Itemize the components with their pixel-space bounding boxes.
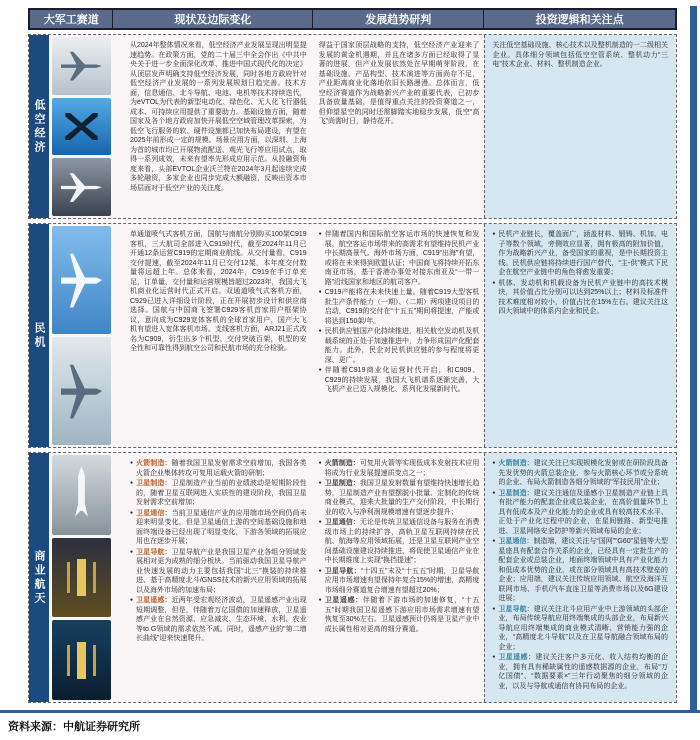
bullet-text: 伴随着国内和国际航空客运市场的快速恢复和发展，航空客运市场带来的高需求有望维持民机产业中长期高景气。海外市场方面，C919“出海”有望，或将在未来得到欧盟认证；中国商飞将持续开拓东南亚市场，基于香港办事处对接东南亚及“一带一路”沿线国家和地区的航司客户。	[324, 231, 480, 286]
table-header-row	[28, 8, 677, 30]
bullet-dot-icon: ●	[318, 460, 322, 466]
bullet-dot-icon: ●	[318, 328, 322, 334]
bullet-term: 卫星制造：	[498, 489, 534, 497]
bullet-term: 卫星遥感：	[136, 597, 172, 604]
table-row-commercial-space	[28, 452, 677, 703]
bullet-item	[492, 459, 668, 488]
track-photos	[49, 224, 112, 447]
bullet-dot-icon: ●	[318, 231, 322, 237]
bullet-text: 火箭制造：可复用火箭等实现低成本发射技术应用将成为行业发展提速质变点之一；	[324, 460, 480, 477]
bullet-dot-icon: ●	[130, 480, 134, 486]
status-cell	[112, 453, 313, 702]
bullet-dot-icon: ●	[318, 567, 322, 574]
bullet-text: 民机供应链国产化持续推进，相关航空发动机及机载系统的正处于加速推进中，力争形成国产化配套能力。此外，民企对民机供应链的参与程度将更深、更广。	[324, 328, 480, 364]
track-column	[29, 453, 112, 702]
track-label-commercial-space: 商业航天	[29, 453, 49, 702]
bullet-dot-icon: ●	[492, 489, 496, 496]
c919-photo	[52, 226, 111, 334]
bullet-dot-icon: ●	[492, 279, 496, 286]
bullet-term: 卫星遥感：	[324, 597, 363, 604]
bullet-text: 卫星制造：建议关注通信及遥感小卫星制造产业链上具有批产能力的配套企业或总装企业，在高价值量环节上具有低成本及产业化能力的企业或具有较高技术水平、正处于产业化过程中的企业，在星间链路、新型电推进、卫星网络安全防护等新兴领域布局的企业；	[498, 489, 669, 535]
track-column	[29, 35, 112, 218]
page-bottom-rule	[0, 710, 700, 713]
bullet-term: 卫星遥感：	[498, 654, 536, 661]
bullet-item	[319, 230, 480, 287]
rocket-icon	[74, 466, 89, 523]
track-column	[29, 224, 112, 447]
bullet-text: 卫星导航：卫星导航产业是我国卫星产业各组分领域发展相对更为成熟的细分板块。当前驱动我国卫星导航产业快速发展的动力主要包括我国“北三”换装的持续推进、基于高精度北斗/GNSS技术的新兴应用领域的拓展以及海外市场的加速布局；	[136, 548, 307, 594]
bullet-item	[319, 567, 480, 596]
bullet-term: 火箭制造：	[136, 460, 172, 467]
plane-icon	[61, 360, 102, 423]
bullet-dot-icon: ●	[492, 654, 496, 660]
bullet-text: 卫星遥感：伴随着下游市场的加速修复，“十五五”时期我国卫星遥感下游应用市场需求增速有望恢复至30%左右。卫星遥感预计仍将是卫星产业中成长属性相对更高的细分赛道。	[324, 597, 480, 633]
status-cell: 从2024年整体情况来看，低空经济产业发展呈现出明显提速趋势。在政策方面，党的二十届三中全会作出《中共中央关于进一步全面深化改革、推进中国式现代化的决定》从顶层发声明确支持低空经济发展，同时各地方政府针对低空经济产业发展的一系列发展规划日趋完善。技术方面，信息通信、北斗导航、电池、电机等技术持续迭代，为eVTOL为代表的新型电动化、绿色化、无人化飞行器低成本、可持续应用提供了重要助力。基础设施方面，随着国家及各个地方政府加快开展低空空域管理改革探索，为低空飞行服务的软、硬件设施都已加快布局建设，有望在2025年前形成一定的规模。场景应用方面，以深圳、上海为首的城市均已开展物流配送、观光飞行等应用试点，取得一系列成效，未来有望率先形成应用示范。从投融资角度来看，头部EVTOL企业沃兰特在2024年3月起连续完成多轮融资，多家企业也同步完成大额融资，反映出资本市场层面对于低空产业的关注度。	[130, 42, 307, 192]
bullet-text: 卫星制造：我国卫星发射数量有望维持快速增长趋势，卫星制造产业有望摆脱小批量、定制化的传统商业模式，迎来大批量的生产交付阶段，中长期行业的收入与净利润规模增速有望逐步提升；	[324, 480, 480, 516]
table-row-low-altitude-economy	[28, 34, 677, 219]
satellite-photo	[52, 538, 111, 618]
sat-icon	[77, 559, 86, 596]
rocket-photo	[52, 455, 111, 535]
evtol-photo	[52, 37, 111, 95]
bullet-item	[130, 479, 307, 508]
trend-cell	[313, 453, 485, 702]
bullet-item	[492, 653, 668, 691]
sat-icon	[77, 642, 86, 679]
bullet-item	[492, 537, 668, 604]
bullet-term: 卫星导航：	[498, 605, 534, 613]
invest-cell	[484, 224, 676, 447]
bullet-item	[130, 596, 307, 644]
uav-photo	[52, 158, 111, 216]
bullet-term: 卫星通信：	[498, 538, 534, 545]
research-table	[28, 8, 677, 703]
bullet-text: 火箭制造：随着我国卫星发射需求空前增加，我国各类火箭企业集体转攻可复用运载火箭的研制；	[136, 460, 307, 477]
header-col-invest: 投资逻辑和关注点	[535, 14, 624, 26]
bullet-text: 卫星通信：当前卫星通信产业的应用端市场空间仍尚未迎来明显变化，但是卫星通信上游的空间基础设施和地面终端设备已经出现了明显变化，下游各领域的拓展应用也在逐步开展；	[136, 509, 307, 545]
header-col-status: 现状及边际变化	[113, 10, 313, 28]
plane-icon	[61, 170, 102, 203]
bullet-dot-icon: ●	[318, 289, 322, 295]
bullet-text: 伴随着C919商业化运营时代开启，和C909、C929的持续发展，我国大飞机谱系逐渐完善，大飞机产业已迈入规模化、系列化发展新时代。	[324, 367, 480, 393]
drone-photo	[52, 98, 111, 156]
bullet-text: 卫星制造：卫星制造产业当前的业绩波动是短期阶段性的，随着卫星互联网进入实质性的建设阶段，我国卫星发射需求空前增加；	[136, 480, 307, 506]
bullet-item	[492, 279, 668, 317]
bullet-dot-icon: ●	[318, 367, 322, 373]
bullet-term: 卫星制造：	[324, 480, 360, 487]
bullet-dot-icon: ●	[492, 605, 496, 612]
bullet-item	[492, 230, 668, 278]
bullet-dot-icon: ●	[130, 597, 134, 603]
bullet-text: 民机产业链长，覆盖面广，涵盖材料、锻铸、机加、电子等数个领域，旁侧效应显著，拥有极高的附加价值，作为战略新兴产业，备受国家的重视，是中长期投资主线。民机供应链将持续进行国产替代，“主-供”模式下民企在航空产业链中的角色将愈发重要；	[498, 231, 668, 276]
bullet-text: 机体、发动机和机载设备为民机产业链中的高技术模块，其价值占比分别可以达到25%以上；材料及标准件技术难度相对较小，价值占比在15%左右。建议关注这四大领域中的体系内企业和民企。	[498, 279, 668, 315]
bullet-text: 卫星通信：无论是传统卫星通信设备与服务在消费级市场上的持续扩容，高轨卫星互联网持续在民航、航海等应用领域拓展，还是卫星互联网产业空间基础设施建设持续推进，将促使卫星通信产业在中长期维度上实现“换挡提速”；	[324, 519, 480, 564]
bullet-item	[319, 459, 480, 478]
header-col-track: 大军工赛道	[30, 10, 113, 28]
bullet-term: 火箭制造：	[498, 460, 534, 467]
bullet-text: 卫星导航：“十四五”末及“十五五”时期，卫星导航应用市场增速有望保持年复合15%的增速，高精度市场细分赛道复合增速有望超过20%；	[324, 567, 480, 594]
source-note: 资料来源：中航证券研究所	[8, 721, 140, 733]
bullet-text: C919产能将在未来快速上量。随着C919大型客机批生产条件能力（一期）、（二期）两项建设项目的启动，C919的交付在“十五五”期间将提速，产能或将达到150架/年。	[324, 289, 480, 325]
plane-icon	[61, 249, 102, 312]
bullet-item	[130, 548, 307, 596]
bullet-dot-icon: ●	[130, 548, 134, 555]
bullet-dot-icon: ●	[318, 597, 322, 603]
bullet-term: 火箭制造：	[324, 460, 360, 467]
arj21-photo	[52, 337, 111, 445]
bullet-item	[319, 596, 480, 634]
bullet-term: 卫星通信：	[136, 509, 172, 517]
bullet-term: 卫星通信：	[324, 519, 360, 526]
bullet-dot-icon: ●	[318, 480, 322, 486]
bullet-term: 卫星导航：	[136, 548, 172, 556]
bullet-item	[130, 509, 307, 547]
bullet-dot-icon: ●	[492, 538, 496, 544]
bullet-item	[319, 327, 480, 365]
status-cell: 单通道喷气式客机方面，国航与南航分别购买100架C919客机，三大航司全部进入C919时代，截至2024年11月已开通12条运营C919的定期商业航线。从交付量看，C919交付提速，截至2024年11月已交付12架，本年度交付数量将远超上年。总体来看，2024年，C919在手订单充足，订单量、交付量和运营规模皆超过2023年，我国大飞机商业化运营时代正式开启。双通道喷气式客机方面，C929已进入详细设计阶段，正在开展初步设计和供应商选择。国航与中国商飞签署C929客机首家用户框架协议，意向成为C929宽体客机的全球首家用户，国产大飞机有望进入宽体客机市场。支线客机方面，ARJ21正式改名为C909，衍生出多个机型，交付突破百架，机型的安全性和可靠性得到航空公司和民航市场的充分检验。	[130, 231, 307, 352]
bullet-item	[130, 459, 307, 478]
trend-cell	[313, 224, 485, 447]
satellite2-photo	[52, 620, 111, 700]
bullet-item	[492, 489, 668, 537]
bullet-dot-icon: ●	[130, 460, 134, 466]
track-photos	[49, 35, 112, 218]
invest-cell	[484, 453, 676, 702]
bullet-item	[319, 288, 480, 326]
page-right-rule	[690, 6, 697, 710]
track-label-civil-aircraft: 民机	[29, 224, 49, 447]
bullet-item	[319, 518, 480, 566]
invest-cell: 关注低空基础设施、核心技术以及整机制造的一二级相关企业。具体细分领域包括低空空管系统、整机动力“三电”技术企业、材料、整机制造企业。	[484, 35, 676, 218]
bullet-text: 卫星遥感：建议关注客户多元化、收入结构均衡的企业，拥有具有稀缺属性的遥感数据源的企业，布局“万亿国债”、“数据要素×”三年行动聚焦的细分领域的企业，以及与导航或通信有协同布局的企业。	[498, 654, 669, 690]
bullet-text: 卫星通信：制造端，建议关注与“国网”“G60”星链等大型星座具有配套合作关系的企业，已经具有一定批生产的配套企业或总装企业，地面终端领域中具有产业化能力和低成本优势的企业，或在部分领域具有高技术壁垒的企业；应用端，建议关注传统应用领域、航空及海洋互联网市场、手机/汽车直连卫星等消费市场以及6G建设进展；	[498, 538, 668, 602]
table-row-civil-aircraft	[28, 223, 677, 448]
bullet-dot-icon: ●	[318, 519, 322, 525]
plane-icon	[61, 49, 102, 82]
trend-cell: 得益于国家顶层战略的支持，低空经济产业迎来了发展的黄金机遇期，并且在诸多方面已经取得了显著的进展，但产业发展依然处在早期萌芽阶段，在基础设施、产品构型、技术演进等方面尚存不足，产业距离商业化落地依旧长路漫漫。总体而言，低空经济赛道作为战略新兴产业的重要代表，已初步具备放量基础，是值得重点关注的投资赛道之一，但仰望星空的同时还需脚踏实地稳步发展，低空“高飞”尚需时日，静待花开。	[318, 42, 480, 125]
bullet-dot-icon: ●	[492, 460, 496, 466]
bullet-term: 卫星制造：	[136, 480, 172, 487]
bullet-term: 卫星导航：	[324, 567, 361, 575]
bullet-item	[492, 605, 668, 653]
track-label-low-altitude: 低空经济	[29, 35, 49, 218]
bullet-text: 卫星导航：建议关注北斗应用产业中上游领域的头部企业，布局传统导航应用终端集成的头部企业，布局新兴导航应用终端集成的商业模式清晰、营销能力强的企业，“高精度北斗导航”以及在卫星导航融合领域布局的企业；	[498, 605, 669, 651]
bullet-dot-icon: ●	[130, 509, 134, 516]
bullet-text: 火箭制造：建议关注已实现规模化发射或在研阶段具备先发优势的火箭总装企业、参与火箭核心环节或分系统的企业、布局火箭制造各细分领域的“军技民用”企业；	[498, 460, 669, 486]
bullet-text: 卫星遥感：近两年受宏观经济波动，卫星遥感产业出现短期调整，但是，伴随着万亿国债的加速释放，卫星遥感产业在自然资源、应急减灾、生态环境、水利、农业等to G领域的需求依然不减。同时，遥感产业的“第二增长曲线”迎来快速爬升。	[136, 597, 307, 642]
bullet-item	[319, 479, 480, 517]
bullet-dot-icon: ●	[492, 231, 496, 237]
bullet-item	[319, 366, 480, 395]
track-photos	[49, 453, 112, 702]
drone-icon	[65, 113, 97, 141]
header-col-trend: 发展趋势研判	[313, 10, 484, 28]
